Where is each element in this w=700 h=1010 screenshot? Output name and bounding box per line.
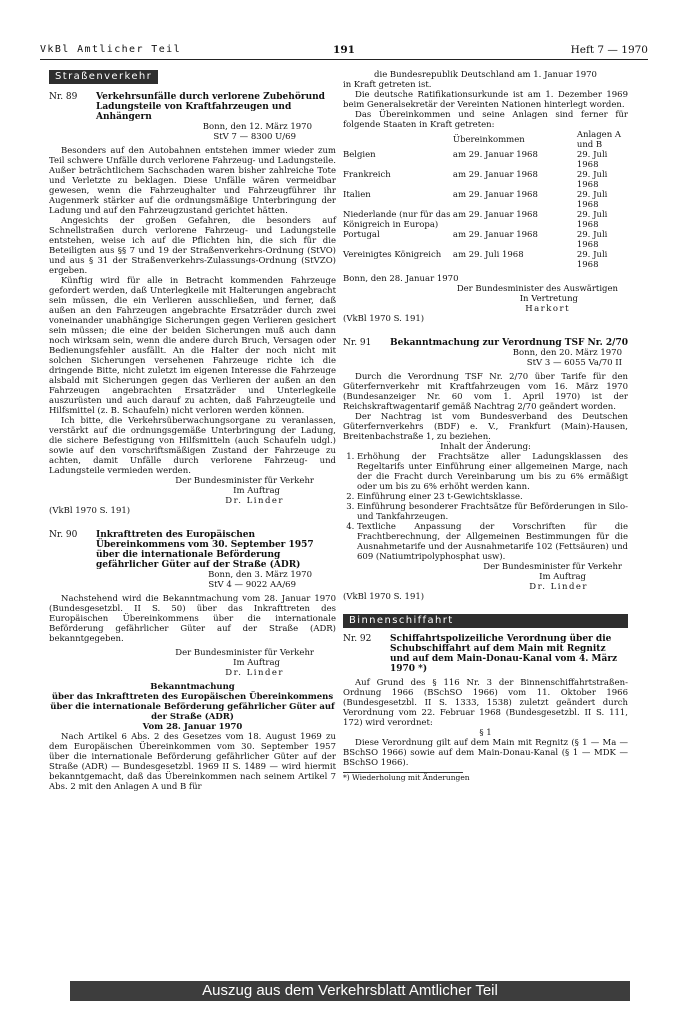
signature-office: Der Bundesminister für Verkehr (175, 648, 314, 658)
state-name: Frankreich (343, 170, 391, 180)
list-item: 2. Einführung einer 23 t-Gewichtsklasse. (357, 492, 628, 502)
signature-office: Der Bundesminister für Verkehr (483, 562, 622, 572)
paragraph: Durch die Verordnung TSF Nr. 2/70 über Tarife für den Güterfernverkehr mit Kraftfahrzeugen vom 16. März 1970 (Bundesanzeiger Nr. 60 vom 1. April 1970) ist der Reichskraftwagentarif gemäß Nachtrag 2/70 geändert worden. (343, 372, 628, 412)
entry-number: Nr. 92 (343, 634, 372, 644)
entry-number: Nr. 90 (49, 530, 78, 540)
announcement-heading: Bekanntmachung (150, 682, 235, 692)
state-name: Portugal (343, 230, 380, 240)
list-item: 4. Textliche Anpassung der Vorschriften für die Frachtberechnung, der Allgemeinen Bestimmungen für die Ausnahmetarife und der Ausnahmetarife 102 (Fettsäuren) und 609 (Natiumtripolyphosphat usw). (357, 522, 628, 562)
paragraph: Der Nachtrag ist vom Bundesverband des Deutschen Güterfernverkehrs (BDF) e. V., Frankfurt (Main)-Hausen, Breitenbachstraße 1, zu beziehen. (343, 412, 628, 442)
paragraph: Die deutsche Ratifikationsurkunde ist am 1. Dezember 1969 beim Generalsekretär der Vereinten Nationen hinterlegt worden. (343, 90, 628, 110)
entry-reference: StV 7 — 8300 U/69 (213, 132, 296, 142)
footer-banner: Auszug aus dem Verkehrsblatt Amtlicher Teil (70, 981, 630, 1001)
list-item: 1. Erhöhung der Frachtsätze aller Ladungsklassen des Regeltarifs unter Einführung einer allgemeinen Marge, nach der die Fracht durch Vereinbarung um bis zu 6% ermäßigt oder um bis zu 6% erhöht werden kann. (357, 452, 628, 492)
signing-place-date: Bonn, den 28. Januar 1970 (343, 274, 459, 284)
signature-office: Der Bundesminister des Auswärtigen (456, 284, 618, 294)
entry-89-heading (49, 92, 336, 122)
entry-date: Bonn, den 12. März 1970 (202, 122, 312, 132)
signature-name: Dr. Linder (225, 668, 284, 678)
paragraph: Ich bitte, die Verkehrsüberwachungsorgane zu veranlassen, verstärkt auf die ordnungsgemäße Unterbringung der Ladung, die sichere Befestigung von Hilfsmitteln (auch Schaufeln udgl.) sowie auf den vorschriftsmäßigen Zustand der Fahrzeuge zu achten, damit Unfälle durch verlorene Fahrzeug- und Ladungsteile vermieden werden. (49, 416, 336, 476)
annexes-date: 29. Juli 1968 (576, 210, 608, 230)
signature-name: Dr. Linder (225, 496, 284, 506)
table-row (343, 250, 628, 270)
paragraph: Das Übereinkommen und seine Anlagen sind ferner für folgende Staaten in Kraft getreten: (343, 110, 628, 130)
entry-date: Bonn, den 3. März 1970 (208, 570, 312, 580)
signature-name: Dr. Linder (529, 582, 588, 592)
entry-92-heading (343, 634, 628, 674)
signature-role: Im Auftrag (539, 572, 586, 582)
entry-date: Bonn, den 20. März 1970 (512, 348, 622, 358)
annexes-date: 29. Juli 1968 (576, 250, 608, 270)
left-column (49, 70, 336, 792)
source-reference: (VkBl 1970 S. 191) (343, 592, 425, 602)
continued-text: die Bundesrepublik Deutschland am 1. Januar 1970 (374, 70, 597, 80)
entry-reference: StV 3 — 6055 Va/70 II (526, 358, 622, 368)
paragraph: Angesichts der großen Gefahren, die besonders auf Schnellstraßen durch verlorene Fahrzeug- und Ladungsteile entstehen, weise ich auf die Pflichten hin, die sich für die Beteiligten aus §§ 7 und 19 der Straßenverkehrs-Ordnung (StVO) und aus § 31 der Straßenverkehrs-Zulassungs-Ordnung (StVZO) ergeben. (49, 216, 336, 276)
signature-name: Harkort (525, 304, 570, 314)
continued-text: in Kraft getreten ist. (343, 80, 432, 90)
announcement-title: über das Inkrafttreten des Europäischen Übereinkommens über die internationale Beförderung gefährlicher Güter auf der Straße (ADR) (50, 692, 335, 722)
paragraph: Diese Verordnung gilt auf dem Main mit Regnitz (§ 1 — Ma — BSchSO 1966) sowie auf dem Main-Donau-Kanal (§ 1 — MDK — BSchSO 1966). (343, 738, 628, 768)
page-number: 191 (333, 44, 355, 56)
signature-office: Der Bundesminister für Verkehr (175, 476, 314, 486)
annexes-date: 29. Juli 1968 (576, 230, 608, 250)
paragraph: Auf Grund des § 116 Nr. 3 der Binnenschiffahrtstraßen-Ordnung 1966 (BSchSO 1966) vom 11. Oktober 1966 (Bundesgesetzbl. II S. 1333, 1538) zuletzt geändert durch Verordnung vom 22. Februar 1968 (Bundesgesetzbl. II S. 111, 172) wird verordnet: (343, 678, 628, 728)
source-reference: (VkBl 1970 S. 191) (343, 314, 425, 324)
section-sign: § 1 (479, 728, 492, 738)
entry-title: Verkehrsunfälle durch verlorene Zubehörund Ladungsteile von Kraftfahrzeugen und Anhängern (96, 92, 325, 122)
issue-number: Heft 7 — 1970 (570, 44, 648, 56)
convention-date: am 29. Januar 1968 (452, 230, 538, 240)
convention-date: am 29. Juli 1968 (452, 250, 524, 260)
paragraph: Nach Artikel 6 Abs. 2 des Gesetzes vom 18. August 1969 zu dem Europäischen Übereinkommen vom 30. September 1957 über die internationale Beförderung gefährlicher Güter auf der Straße (ADR) — Bundesgesetzbl. 1969 II S. 1489 — wird hiermit bekanntgemacht, daß das Übereinkommen nach seinem Artikel 7 Abs. 2 mit den Anlagen A und B für (49, 732, 336, 792)
state-name: Niederlande (nur für das Königreich in Europa) (343, 210, 451, 230)
section-banner-strassenverkehr: Straßenverkehr (49, 70, 158, 84)
footnote: *) Wiederholung mit Änderungen (343, 773, 470, 782)
convention-date: am 29. Januar 1968 (452, 210, 538, 220)
paragraph: Künftig wird für alle in Betracht kommenden Fahrzeuge gefordert werden, daß Unterlegkeile mit Halterungen angebracht sein müssen, die ein Verlieren ausschließen, und ferner, daß außen an den Fahrzeugen angebrachte Ersatzräder durch zwei voneinander unabhängige Sicherungen gegen Verlieren gesichert sein müssen; die eine der beiden Sicherungen muß auch dann noch wirksam sein, wenn die andere durch Bruch, Versagen oder Bedienungsfehler ausfällt. An die Halter der noch nicht mit solchen Sicherungen versehenen Fahrzeuge richte ich die dringende Bitte, nicht zuletzt im eigenen Interesse die Fahrzeuge alsbald mit Sicherungen gegen das Verlieren der außen an den Fahrzeugen angebrachten Ersatzräder und Unterlegkeile auszurüsten und auch darauf zu achten, daß Fahrzeugteile und Hilfsmittel (z. B. Schaufeln) nicht verloren werden können. (49, 276, 336, 416)
state-name: Vereinigtes Königreich (343, 250, 442, 260)
table-row (343, 150, 628, 170)
signature-role: Im Auftrag (233, 486, 280, 496)
state-name: Italien (343, 190, 371, 200)
annexes-date: 29. Juli 1968 (576, 170, 608, 190)
entry-reference: StV 4 — 9022 AA/69 (208, 580, 296, 590)
entry-90-heading (49, 530, 336, 570)
announcement-date: Vom 28. Januar 1970 (142, 722, 243, 732)
list-item: 3. Einführung besonderer Frachtsätze für Beförderungen in Silo- und Tankfahrzeugen. (357, 502, 628, 522)
annexes-date: 29. Juli 1968 (576, 150, 608, 170)
column-header-convention: Übereinkommen (452, 135, 525, 145)
header-rule (40, 59, 648, 60)
paragraph: Besonders auf den Autobahnen entstehen immer wieder zum Teil schwere Unfälle durch verlorene Fahrzeug- und Ladungsteile. Außer beträchtlichem Sachschaden waren bisher zahlreiche Tote und Verletzte zu beklagen. Diese Unfälle wären vermeidbar gewesen, wenn die Fahrzeughalter und Fahrzeugführer ihr Augenmerk stärker auf die ordnungsmäßige Unterbringung der Ladung und auf den Fahrzeugzustand gerichtet hätten. (49, 146, 336, 216)
states-table (343, 130, 628, 270)
entry-title: Schiffahrtspolizeiliche Verordnung über die Schubschiffahrt auf dem Main mit Regnitz und auf dem Main-Donau-Kanal vom 4. März 1970 *) (390, 634, 618, 674)
signature-role: Im Auftrag (233, 658, 280, 668)
convention-date: am 29. Januar 1968 (452, 190, 538, 200)
state-name: Belgien (343, 150, 376, 160)
entry-title: Inkrafttreten des Europäischen Übereinkommens vom 30. September 1957 über die internationale Beförderung gefährlicher Güter auf der Straße (ADR) (96, 530, 314, 570)
entry-title: Bekanntmachung zur Verordnung TSF Nr. 2/70 (390, 338, 628, 348)
convention-date: am 29. Januar 1968 (452, 150, 538, 160)
entry-number: Nr. 89 (49, 92, 78, 102)
annexes-date: 29. Juli 1968 (576, 190, 608, 210)
signature-role: In Vertretung (519, 294, 578, 304)
journal-name: VkBl Amtlicher Teil (40, 44, 181, 55)
table-row (343, 190, 628, 210)
column-header-annexes: Anlagen A und B (576, 130, 622, 150)
convention-date: am 29. Januar 1968 (452, 170, 538, 180)
source-reference: (VkBl 1970 S. 191) (49, 506, 131, 516)
table-row (343, 170, 628, 190)
right-column (343, 70, 628, 783)
table-row (343, 230, 628, 250)
section-banner-binnenschiffahrt: Binnenschiffahrt (343, 614, 628, 628)
paragraph: Nachstehend wird die Bekanntmachung vom 28. Januar 1970 (Bundesgesetzbl. II S. 50) über das Inkrafttreten des Europäischen Übereinkommens über die internationale Beförderung gefährlicher Güter auf der Straße (ADR) bekanntgegeben. (49, 594, 336, 644)
running-header (40, 44, 648, 58)
changes-heading: Inhalt der Änderung: (440, 442, 531, 452)
table-row (343, 210, 628, 230)
changes-list (343, 452, 628, 562)
entry-number: Nr. 91 (343, 338, 372, 348)
entry-91-heading (343, 338, 628, 348)
